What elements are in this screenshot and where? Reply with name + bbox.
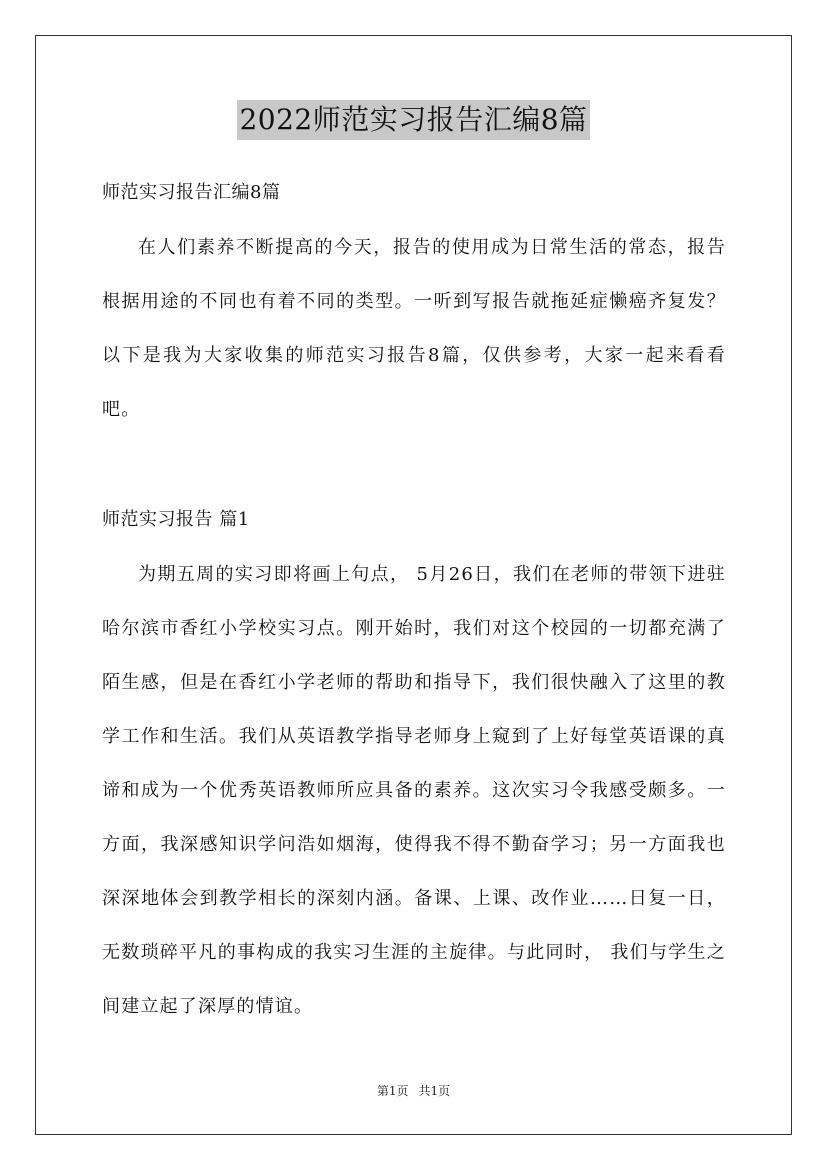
total-pages-label: 共1页 xyxy=(418,1084,451,1098)
document-subtitle: 师范实习报告汇编8篇 xyxy=(102,182,281,203)
page-number-label: 第1页 xyxy=(376,1084,409,1098)
page-footer xyxy=(0,1083,827,1099)
title-container xyxy=(0,100,827,140)
intro-paragraph: 在人们素养不断提高的今天，报告的使用成为日常生活的常态，报告根据用途的不同也有着不同的类型。一听到写报告就拖延症懒癌齐复发？以下是我为大家收集的师范实习报告8篇，仅供参考，大家一起来看看吧。 xyxy=(102,237,726,420)
document-title: 2022师范实习报告汇编8篇 xyxy=(237,100,589,140)
section-body-paragraph: 为期五周的实习即将画上句点， 5月26日，我们在老师的带领下进驻哈尔滨市香红小学校实习点。刚开始时，我们对这个校园的一切都充满了陌生感，但是在香红小学老师的帮助和指导下，我们很快融入了这里的教学工作和生活。我们从英语教学指导老师身上窥到了上好每堂英语课的真谛和成为一个优秀英语教师所应具备的素养。这次实习令我感受颇多。一方面，我深感知识学问浩如烟海，使得我不得不勤奋学习；另一方面我也深深地体会到教学相长的深刻内涵。备课、上课、改作业……日复一日，无数琐碎平凡的事构成的我实习生涯的主旋律。与此同时， 我们与学生之间建立起了深厚的情谊。 xyxy=(102,564,726,1017)
section-heading: 师范实习报告 篇1 xyxy=(102,509,250,530)
